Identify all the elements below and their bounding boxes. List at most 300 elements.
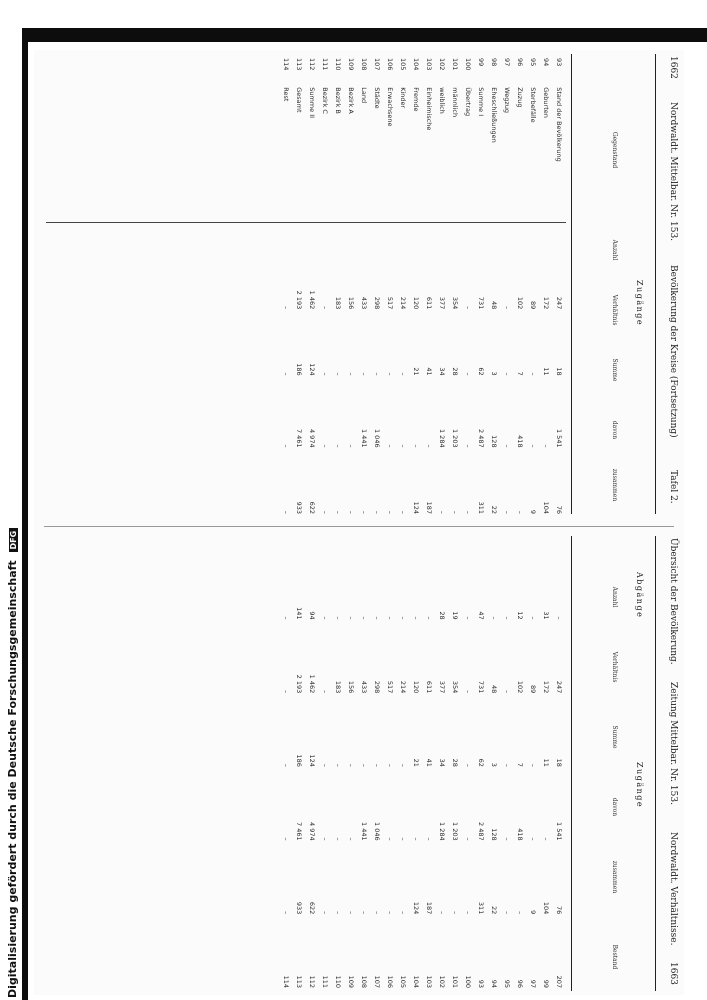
table-cell: 172 (542, 296, 551, 310)
table-cell: – (386, 616, 395, 620)
table-row (501, 538, 514, 990)
table-cell: 2 487 (477, 822, 486, 841)
left-colhdr-5: davon (611, 420, 618, 440)
table-cell: – (386, 763, 395, 767)
table-cell: 1 462 (308, 290, 317, 310)
table-cell: Bezirk B (334, 87, 343, 114)
table-cell: Land (360, 87, 369, 104)
table-cell: – (282, 306, 291, 310)
table-cell: 62 (477, 758, 486, 767)
table-cell: – (373, 763, 382, 767)
table-cell: 18 (555, 758, 564, 767)
table-cell: – (555, 616, 564, 620)
table-cell: 2 193 (295, 290, 304, 310)
table-cell: 104 (412, 975, 421, 988)
table-cell: – (503, 306, 512, 310)
right-header-left: Übersicht der Bevölkerung. (668, 538, 678, 665)
table-cell: 7 461 (295, 822, 304, 841)
table-cell: Übertrag (464, 87, 473, 117)
table-cell: – (399, 444, 408, 448)
table-cell: – (373, 372, 382, 376)
table-cell: 28 (451, 367, 460, 376)
table-row (293, 56, 306, 516)
table-cell: 156 (347, 680, 356, 694)
table-cell: 186 (295, 363, 304, 376)
table-cell: Geburten (542, 87, 551, 118)
table-cell: – (321, 616, 330, 620)
table-cell: Stand der Bevölkerung (555, 87, 564, 162)
right-colhdr-5: davon (611, 797, 618, 817)
table-row (553, 56, 566, 516)
table-cell: – (503, 763, 512, 767)
table-cell: – (347, 510, 356, 514)
table-cell: – (282, 837, 291, 841)
table-cell: – (503, 444, 512, 448)
table-cell: – (399, 372, 408, 376)
table-cell: – (334, 444, 343, 448)
table-cell: – (347, 616, 356, 620)
table-cell: 114 (282, 58, 291, 71)
table-cell: – (386, 372, 395, 376)
table-row (488, 56, 501, 516)
table-row (384, 56, 397, 516)
table-cell: 62 (477, 367, 486, 376)
table-cell: 187 (425, 901, 434, 915)
table-cell: Erwachsene (386, 87, 395, 127)
table-cell: 3 (490, 762, 499, 767)
table-cell: – (321, 763, 330, 767)
table-cell: – (321, 372, 330, 376)
table-cell: 433 (360, 680, 369, 694)
table-cell: – (386, 837, 395, 841)
table-cell: 377 (438, 296, 447, 310)
table-cell: 1 046 (373, 822, 382, 841)
table-cell: 124 (308, 754, 317, 767)
table-cell: 141 (295, 607, 304, 620)
table-cell: – (503, 616, 512, 620)
table-cell: – (529, 372, 538, 376)
table-cell: 105 (399, 975, 408, 988)
table-cell: 4 974 (308, 822, 317, 841)
table-cell: – (451, 510, 460, 514)
table-cell: – (347, 837, 356, 841)
table-cell: 21 (412, 367, 421, 376)
table-cell: – (438, 510, 447, 514)
table-cell: Summe I (477, 87, 486, 117)
table-cell: 95 (503, 979, 512, 988)
table-cell: – (373, 510, 382, 514)
table-cell: 622 (308, 501, 317, 514)
table-cell: – (399, 837, 408, 841)
table-cell: – (321, 444, 330, 448)
table-cell: 28 (438, 611, 447, 620)
table-cell: 76 (555, 505, 564, 514)
table-row (306, 538, 319, 990)
table-cell: – (503, 690, 512, 694)
table-cell: 104 (542, 501, 551, 514)
table-row (280, 538, 293, 990)
table-cell: 183 (334, 680, 343, 694)
table-cell: – (516, 911, 525, 915)
table-cell: – (282, 444, 291, 448)
table-cell: 933 (295, 901, 304, 915)
table-cell: 2 487 (477, 428, 486, 448)
table-row (293, 538, 306, 990)
left-section-title: Zugänge (635, 280, 644, 327)
table-cell: 108 (360, 58, 369, 71)
right-header-title: Zeitung Mittelbar. Nr. 153. (668, 682, 678, 805)
table-cell: 41 (425, 758, 434, 767)
table-cell: – (334, 911, 343, 915)
table-row (423, 56, 436, 516)
table-cell: 93 (477, 979, 486, 988)
table-cell: – (399, 616, 408, 620)
table-row (397, 538, 410, 990)
table-row (540, 56, 553, 516)
table-cell: 99 (542, 979, 551, 988)
table-cell: 101 (451, 58, 460, 71)
table-cell: 97 (503, 58, 512, 67)
table-cell: – (529, 763, 538, 767)
table-cell: 12 (516, 611, 525, 620)
table-cell: 89 (529, 685, 538, 694)
table-row (280, 56, 293, 516)
right-page-number: 1663 (668, 962, 678, 985)
table-row (488, 538, 501, 990)
table-cell: – (529, 444, 538, 448)
table-cell: 298 (373, 296, 382, 310)
left-page (34, 50, 684, 520)
right-section-title-b: Abgänge (635, 572, 644, 619)
table-cell: 124 (412, 901, 421, 915)
table-row (553, 538, 566, 990)
left-page-number: 1662 (668, 56, 678, 79)
right-colhdr-2: Anzahl (611, 586, 618, 608)
table-cell: – (425, 444, 434, 448)
table-cell: 214 (399, 296, 408, 310)
table-cell: 110 (334, 975, 343, 988)
table-cell: – (451, 911, 460, 915)
table-cell: 105 (399, 58, 408, 71)
table-cell: – (360, 763, 369, 767)
table-cell: 418 (516, 435, 525, 448)
scan-left-border (22, 28, 28, 1000)
table-cell: 21 (412, 758, 421, 767)
table-cell: 104 (412, 58, 421, 71)
table-cell: 1 046 (373, 428, 382, 448)
table-cell: 433 (360, 296, 369, 310)
table-cell: 18 (555, 367, 564, 376)
table-cell: 41 (425, 367, 434, 376)
table-cell: 731 (477, 680, 486, 694)
table-cell: – (334, 837, 343, 841)
table-cell: – (529, 616, 538, 620)
left-colhdr-6: zusammen (611, 468, 618, 502)
table-cell: 48 (490, 685, 499, 694)
table-cell: 7 (516, 762, 525, 767)
table-row (410, 538, 423, 990)
table-row (410, 56, 423, 516)
table-cell: – (282, 616, 291, 620)
table-cell: Kinder (399, 87, 408, 109)
table-cell: 7 (516, 371, 525, 376)
table-cell: 214 (399, 680, 408, 694)
right-colhdr-4: Summe (611, 725, 618, 749)
table-cell: 3 (490, 371, 499, 376)
table-cell: – (425, 837, 434, 841)
table-cell: – (464, 444, 473, 448)
gutter-rule (44, 526, 674, 527)
table-cell: 7 461 (295, 428, 304, 448)
table-cell: – (360, 372, 369, 376)
table-cell: – (490, 616, 499, 620)
table-row (436, 538, 449, 990)
table-cell: Eheschließungen (490, 87, 499, 143)
table-cell: 247 (555, 296, 564, 310)
table-cell: – (464, 372, 473, 376)
footer-text: Digitalisierung gefördert durch die Deutsche Forschungsgemeinschaft (6, 560, 19, 998)
table-cell: – (399, 911, 408, 915)
table-cell: 100 (464, 975, 473, 988)
table-cell: 124 (412, 501, 421, 514)
left-running-header (662, 50, 678, 520)
table-cell: – (373, 911, 382, 915)
table-cell: 517 (386, 296, 395, 310)
table-cell: 611 (425, 296, 434, 310)
table-cell: 34 (438, 367, 447, 376)
table-row (332, 56, 345, 516)
table-cell: 1 541 (555, 822, 564, 841)
table-cell: 100 (464, 58, 473, 71)
table-row (371, 56, 384, 516)
left-data-table (280, 56, 566, 516)
table-cell: 96 (516, 58, 525, 67)
table-cell: 1 441 (360, 822, 369, 841)
right-header-rule (655, 536, 656, 991)
right-colhdr-6: zusammen (611, 860, 618, 894)
table-cell: 186 (295, 754, 304, 767)
right-colhdr-rule (571, 536, 572, 991)
table-cell: 97 (529, 979, 538, 988)
table-cell: 99 (477, 58, 486, 67)
table-cell: – (438, 911, 447, 915)
table-row (306, 56, 319, 516)
table-cell: 418 (516, 828, 525, 841)
table-cell: 47 (477, 611, 486, 620)
table-row (501, 56, 514, 516)
table-cell: 112 (308, 975, 317, 988)
table-row (462, 56, 475, 516)
table-row (319, 56, 332, 516)
table-cell: – (464, 763, 473, 767)
table-cell: 933 (295, 501, 304, 514)
left-tafel-label: Tafel 2. (668, 470, 678, 504)
left-colhdr-rule (571, 54, 572, 514)
table-cell: 103 (425, 975, 434, 988)
table-cell: – (334, 616, 343, 620)
table-cell: 247 (555, 680, 564, 694)
table-cell: 124 (308, 363, 317, 376)
table-cell: Summe II (308, 87, 317, 119)
table-row (514, 538, 527, 990)
table-cell: – (464, 510, 473, 514)
table-cell: 311 (477, 501, 486, 514)
table-cell: Rest (282, 87, 291, 102)
table-cell: – (282, 510, 291, 514)
left-header-rule (655, 54, 656, 514)
table-cell: 94 (308, 611, 317, 620)
table-cell: 1 541 (555, 428, 564, 448)
table-row (319, 538, 332, 990)
table-cell: – (347, 763, 356, 767)
table-cell: – (347, 911, 356, 915)
table-cell: 4 974 (308, 428, 317, 448)
table-cell: 107 (373, 975, 382, 988)
table-cell: 1 462 (308, 674, 317, 694)
table-cell: 172 (542, 680, 551, 694)
table-cell: 106 (386, 975, 395, 988)
table-cell: – (360, 616, 369, 620)
table-row (358, 56, 371, 516)
table-cell: 11 (542, 758, 551, 767)
table-row (384, 538, 397, 990)
table-cell: 9 (529, 910, 538, 915)
table-cell: 187 (425, 501, 434, 514)
table-cell: 95 (529, 58, 538, 67)
table-cell: – (282, 763, 291, 767)
table-cell: – (464, 306, 473, 310)
table-cell: 128 (490, 435, 499, 448)
table-cell: 731 (477, 296, 486, 310)
table-cell: 94 (542, 58, 551, 67)
table-cell: – (399, 763, 408, 767)
table-row (332, 538, 345, 990)
table-cell: – (334, 510, 343, 514)
table-cell: 622 (308, 901, 317, 915)
table-cell: – (334, 763, 343, 767)
table-cell: männlich (451, 87, 460, 118)
table-cell: 96 (516, 979, 525, 988)
table-cell: Sterbefälle (529, 87, 538, 123)
table-cell: 31 (542, 611, 551, 620)
table-row (449, 538, 462, 990)
table-cell: 108 (360, 975, 369, 988)
table-cell: 28 (451, 758, 460, 767)
left-colhdr-4: Summe (611, 358, 618, 382)
table-row (397, 56, 410, 516)
table-cell: – (347, 444, 356, 448)
table-cell: 1 284 (438, 428, 447, 448)
table-cell: 1 284 (438, 822, 447, 841)
table-cell: 102 (438, 58, 447, 71)
table-cell: 112 (308, 58, 317, 71)
right-colhdr-3: Verhältnis (611, 651, 618, 683)
table-cell: Bezirk C (321, 87, 330, 114)
left-colhdr-1: Gegenstand (611, 131, 618, 169)
table-cell: – (321, 510, 330, 514)
table-cell: – (464, 837, 473, 841)
table-cell: – (412, 444, 421, 448)
table-cell: – (542, 837, 551, 841)
left-header-title: Nordwaldt. Mittelbar. Nr. 153. (668, 102, 678, 242)
table-cell: Wegzug (503, 87, 512, 114)
table-cell: – (464, 911, 473, 915)
dfg-logo: DFG (9, 528, 18, 553)
table-cell: 102 (516, 680, 525, 694)
right-running-header (662, 532, 678, 995)
table-row (449, 56, 462, 516)
table-cell: – (412, 616, 421, 620)
table-cell: – (321, 690, 330, 694)
right-data-table (280, 538, 566, 990)
table-row (475, 56, 488, 516)
table-row (514, 56, 527, 516)
table-cell: – (464, 616, 473, 620)
table-cell: 207 (555, 975, 564, 988)
table-cell: – (282, 690, 291, 694)
table-cell: – (503, 911, 512, 915)
table-cell: 111 (321, 975, 330, 988)
table-cell: – (425, 616, 434, 620)
table-cell: 106 (386, 58, 395, 71)
table-cell: Zuzug (516, 87, 525, 108)
table-cell: – (386, 911, 395, 915)
left-colhdr-2: Anzahl (611, 239, 618, 261)
right-page (34, 532, 684, 995)
table-row (358, 538, 371, 990)
table-cell: – (347, 372, 356, 376)
table-cell: Fremde (412, 87, 421, 112)
table-cell: 107 (373, 58, 382, 71)
right-section-title-a: Zugänge (635, 762, 644, 809)
scan-top-border (22, 28, 707, 42)
table-row (371, 538, 384, 990)
table-cell: 354 (451, 296, 460, 310)
table-cell: – (464, 690, 473, 694)
table-cell: 93 (555, 58, 564, 67)
table-cell: 113 (295, 975, 304, 988)
table-row (436, 56, 449, 516)
table-row (345, 56, 358, 516)
table-cell: 311 (477, 901, 486, 915)
table-cell: 98 (490, 58, 499, 67)
table-cell: weiblich (438, 87, 447, 114)
table-cell: – (412, 837, 421, 841)
scanned-page (34, 50, 684, 995)
table-row (423, 538, 436, 990)
table-row (345, 538, 358, 990)
table-cell: Einheimische (425, 87, 434, 131)
table-row (462, 538, 475, 990)
table-cell: 102 (516, 296, 525, 310)
table-cell: – (516, 510, 525, 514)
table-cell: 76 (555, 906, 564, 915)
table-cell: 109 (347, 58, 356, 71)
table-cell: 120 (412, 680, 421, 694)
table-cell: 11 (542, 367, 551, 376)
table-cell: 517 (386, 680, 395, 694)
table-cell: 128 (490, 828, 499, 841)
table-cell: 1 203 (451, 428, 460, 448)
table-cell: – (360, 911, 369, 915)
table-cell: 113 (295, 58, 304, 71)
table-cell: 34 (438, 758, 447, 767)
digitization-footer (6, 528, 19, 998)
table-cell: 298 (373, 680, 382, 694)
table-cell: 9 (529, 509, 538, 514)
table-cell: 94 (490, 979, 499, 988)
table-cell: 183 (334, 296, 343, 310)
